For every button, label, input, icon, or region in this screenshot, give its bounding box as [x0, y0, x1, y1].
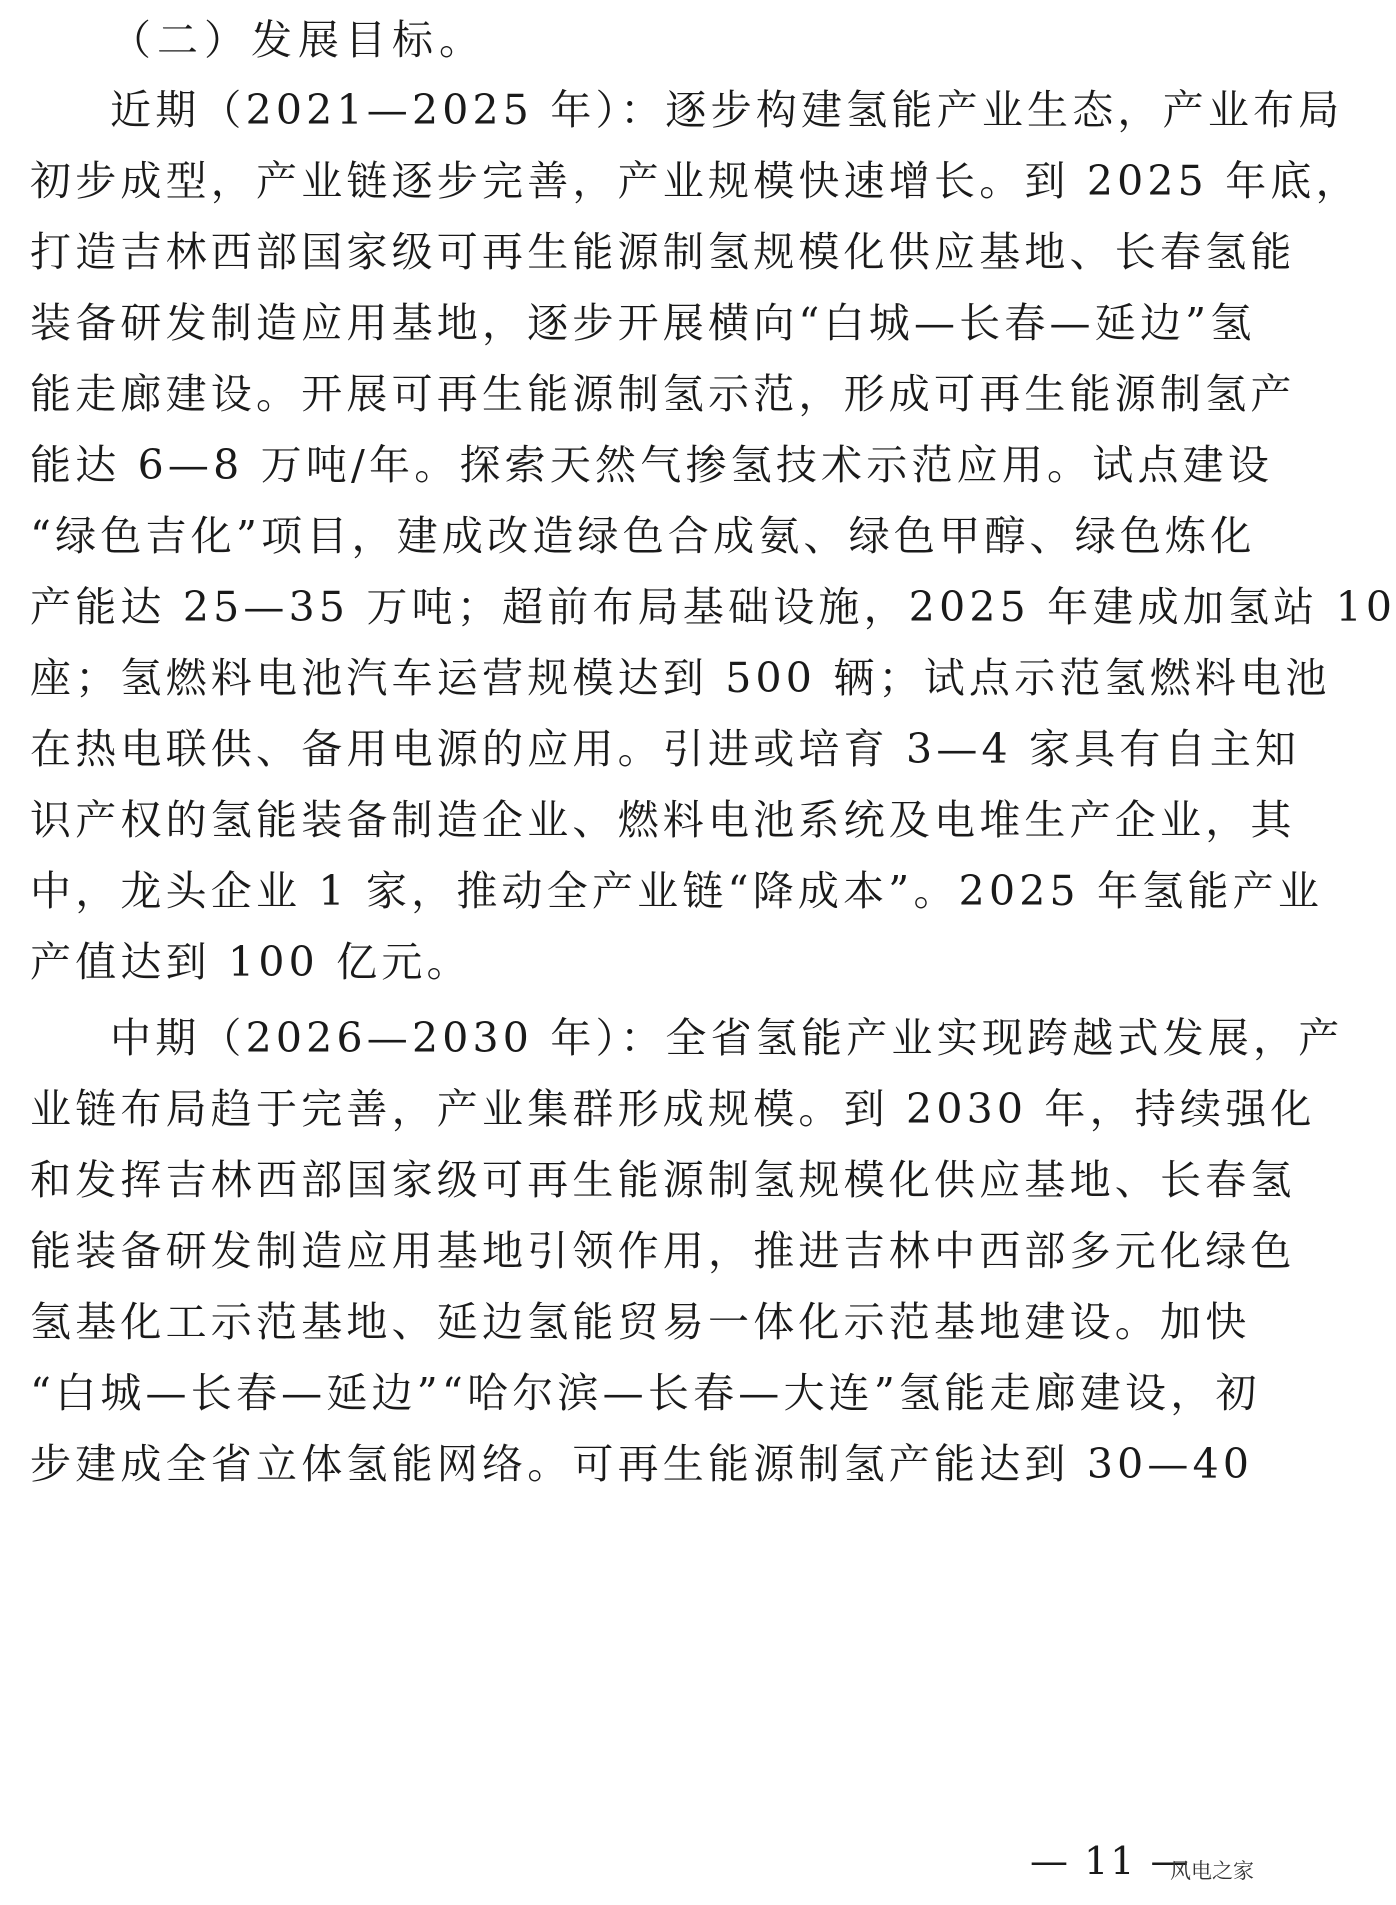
paragraph-line: “白城—长春—延边”“哈尔滨—长春—大连”氢能走廊建设，初: [30, 1369, 1261, 1417]
page-number: — 11 —: [1030, 1839, 1191, 1883]
paragraph-line: 能达 6—8 万吨/年。探索天然气掺氢技术示范应用。试点建设: [30, 441, 1274, 489]
paragraph-line: 初步成型，产业链逐步完善，产业规模快速增长。到 2025 年底，: [30, 157, 1361, 205]
paragraph-line: 业链布局趋于完善，产业集群形成规模。到 2030 年，持续强化: [30, 1085, 1316, 1133]
paragraph-line: 打造吉林西部国家级可再生能源制氢规模化供应基地、长春氢能: [30, 228, 1296, 276]
paragraph-line: 识产权的氢能装备制造企业、燃料电池系统及电堆生产企业，其: [30, 796, 1296, 844]
section-heading: （二）发展目标。: [110, 16, 486, 64]
paragraph-line: 装备研发制造应用基地，逐步开展横向“白城—长春—延边”氢: [30, 299, 1256, 347]
paragraph-line: 氢基化工示范基地、延边氢能贸易一体化示范基地建设。加快: [30, 1298, 1251, 1346]
paragraph-line: 在热电联供、备用电源的应用。引进或培育 3—4 家具有自主知: [30, 725, 1301, 773]
paragraph-line: 能走廊建设。开展可再生能源制氢示范，形成可再生能源制氢产: [30, 370, 1296, 418]
paragraph-line: 步建成全省立体氢能网络。可再生能源制氢产能达到 30—40: [30, 1440, 1254, 1488]
paragraph-line: 产能达 25—35 万吨；超前布局基础设施，2025 年建成加氢站 10: [30, 583, 1396, 631]
paragraph-line: 近期（2021—2025 年）：逐步构建氢能产业生态，产业布局: [110, 86, 1344, 134]
watermark-text: 风电之家: [1170, 1859, 1254, 1883]
paragraph-line: 中，龙头企业 1 家，推动全产业链“降成本”。2025 年氢能产业: [30, 867, 1324, 915]
paragraph-line: 中期（2026—2030 年）：全省氢能产业实现跨越式发展，产: [110, 1014, 1344, 1062]
paragraph-line: 产值达到 100 亿元。: [30, 938, 472, 986]
paragraph-line: 和发挥吉林西部国家级可再生能源制氢规模化供应基地、长春氢: [30, 1156, 1296, 1204]
paragraph-line: 座；氢燃料电池汽车运营规模达到 500 辆；试点示范氢燃料电池: [30, 654, 1331, 702]
paragraph-line: 能装备研发制造应用基地引领作用，推进吉林中西部多元化绿色: [30, 1227, 1296, 1275]
paragraph-line: “绿色吉化”项目，建成改造绿色合成氨、绿色甲醇、绿色炼化: [30, 512, 1256, 560]
